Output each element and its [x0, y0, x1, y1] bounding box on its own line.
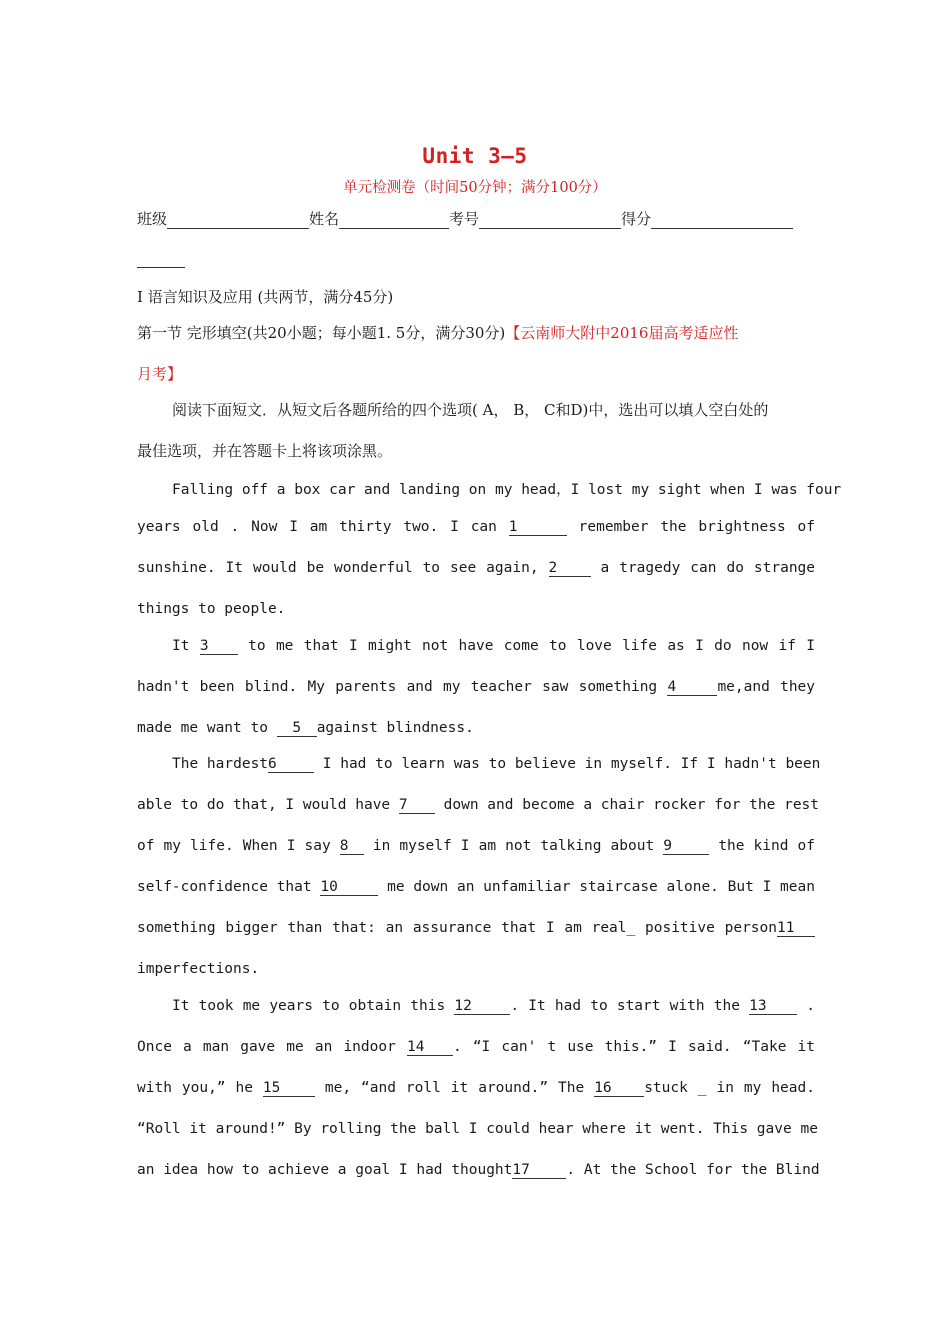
exam-subtitle: 单元检测卷（时间50分钟；满分100分）: [343, 180, 607, 196]
passage-line: [137, 1039, 815, 1056]
name-field[interactable]: [339, 211, 449, 229]
passage-line: Falling off a box car and landing on my head，I lost my sight when I was four: [172, 482, 842, 498]
passage-text: to me that I might not have come to love life as I do now if I: [248, 638, 816, 654]
score-field[interactable]: [651, 211, 793, 229]
part-heading: I 语言知识及应用 (共两节，满分45分): [137, 288, 394, 306]
class-field[interactable]: [167, 211, 309, 229]
passage-line: [172, 756, 821, 773]
blank-16[interactable]: 16: [594, 1081, 644, 1097]
passage-text: The hardest: [172, 756, 269, 772]
passage-text: in myself I am not talking about: [372, 838, 655, 854]
passage-line: [137, 1080, 815, 1097]
passage-line: “Roll it around!” By rolling the ball I could hear where it went. This gave me: [137, 1121, 818, 1137]
class-label: 班级: [137, 210, 168, 228]
passage-text: . It had to start with the: [510, 998, 740, 1014]
passage-text: the kind of: [718, 838, 815, 854]
passage-line: [137, 1162, 820, 1179]
passage-text: It: [172, 638, 190, 654]
passage-line: [137, 679, 815, 696]
passage-line: [172, 638, 815, 655]
instruction-line-2: 最佳选项，并在答题卡上将该项涂黑。: [137, 442, 393, 460]
passage-text: of my life. When I say: [137, 838, 331, 854]
passage-line: [137, 920, 815, 937]
subsection-heading-row: [137, 322, 815, 343]
passage-text: me down an unfamiliar staircase alone. But I mean: [387, 879, 815, 895]
blank-17[interactable]: 17: [512, 1163, 566, 1179]
name-label: 姓名: [309, 210, 340, 228]
blank-9[interactable]: 9: [663, 839, 709, 855]
blank-12[interactable]: 12: [454, 999, 510, 1015]
student-info-row: [137, 208, 815, 232]
passage-line: [137, 519, 815, 536]
score-label: 得分: [621, 210, 652, 228]
passage-text: something bigger than that: an assurance that I am real_ positive person: [137, 920, 777, 936]
blank-11[interactable]: 11: [777, 921, 815, 937]
passage-text: me,and they: [717, 679, 816, 695]
passage-text: able to do that, I would have: [137, 797, 391, 813]
passage-line: [172, 998, 815, 1015]
blank-13[interactable]: 13: [749, 999, 797, 1015]
passage-text: self-confidence that: [137, 879, 312, 895]
number-field[interactable]: [479, 211, 621, 229]
instruction-line-1: 阅读下面短文．从短文后各题所给的四个选项( A， B， C和D)中，选出可以填人空白处的: [172, 401, 769, 419]
number-label: 考号: [449, 210, 480, 228]
blank-5[interactable]: 5: [277, 721, 317, 737]
passage-text: years old . Now I am thirty two. I can: [137, 519, 497, 535]
passage-text: an idea how to achieve a goal I had thought: [137, 1162, 513, 1178]
blank-8[interactable]: 8: [340, 839, 364, 855]
blank-14[interactable]: 14: [407, 1040, 453, 1056]
passage-text: with you,” he: [137, 1080, 253, 1096]
passage-text: sunshine. It would be wonderful to see again,: [137, 560, 539, 576]
passage-line: [137, 560, 815, 577]
passage-line: imperfections.: [137, 961, 260, 977]
passage-line: [137, 838, 815, 855]
page-title: Unit 3—5: [422, 144, 528, 168]
blank-6[interactable]: 6: [268, 757, 314, 773]
passage-text: stuck _ in my head.: [644, 1080, 815, 1096]
passage-text: Once a man gave me an indoor: [137, 1039, 396, 1055]
blank-10[interactable]: 10: [320, 880, 378, 896]
passage-line: [137, 720, 815, 737]
passage-line: [137, 797, 820, 814]
blank-4[interactable]: 4: [667, 680, 717, 696]
passage-text: down and become a chair rocker for the rest: [443, 797, 820, 813]
passage-text: against blindness.: [316, 720, 474, 736]
passage-text: . At the School for the Blind: [566, 1162, 820, 1178]
source-note-continued: 月考】: [137, 365, 183, 383]
blank-2[interactable]: 2: [549, 561, 591, 577]
source-note: 【云南师大附中2016届高考适应性: [505, 324, 739, 342]
passage-text: .: [806, 998, 816, 1014]
passage-text: remember the brightness of: [578, 519, 815, 535]
passage-text: hadn't been blind. My parents and my teacher saw something: [137, 679, 658, 695]
passage-text: made me want to: [137, 720, 268, 736]
passage-line: things to people.: [137, 601, 286, 617]
info-field-continuation: [137, 267, 185, 268]
passage-text: It took me years to obtain this: [172, 998, 446, 1014]
passage-text: . “I can' t use this.” I said. “Take it: [452, 1039, 816, 1055]
blank-15[interactable]: 15: [263, 1081, 315, 1097]
passage-text: me, “and roll it around.” The: [324, 1080, 585, 1096]
passage-text: a tragedy can do strange: [600, 560, 816, 576]
passage-text: I had to learn was to believe in myself. If I hadn't been: [322, 756, 821, 772]
blank-7[interactable]: 7: [399, 798, 435, 814]
subsection-heading: 第一节 完形填空(共20小题；每小题1. 5分，满分30分): [137, 324, 506, 342]
blank-1[interactable]: 1: [509, 520, 567, 536]
passage-line: [137, 879, 815, 896]
blank-3[interactable]: 3: [200, 639, 238, 655]
